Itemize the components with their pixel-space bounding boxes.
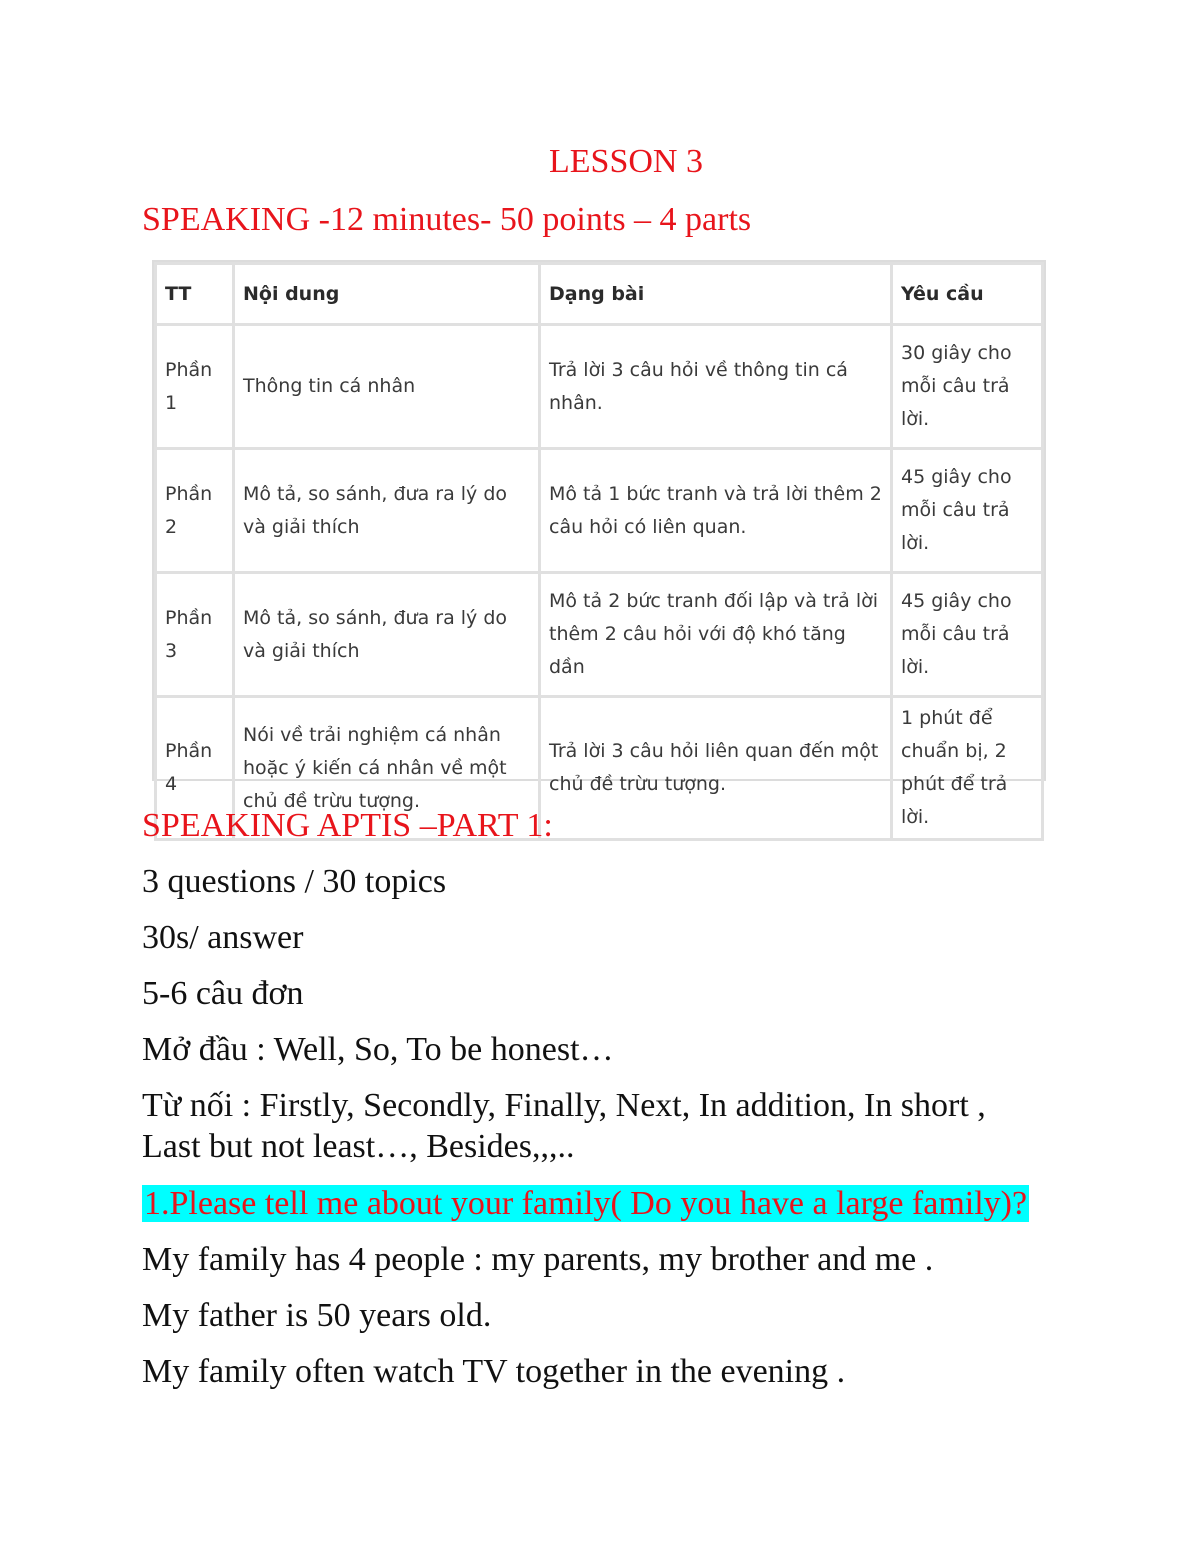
table-cell-part: Phần 1	[156, 325, 234, 449]
speaking-heading: SPEAKING -12 minutes- 50 points – 4 parts	[142, 201, 752, 238]
table-header-row	[156, 264, 1043, 325]
table-cell-part: Phần 3	[156, 573, 234, 697]
table-cell-content: Nói về trải nghiệm cá nhân hoặc ý kiến cá nhân về một chủ đề trừu tượng.	[234, 697, 540, 840]
answer-line: My father is 50 years old.	[142, 1297, 492, 1334]
question-1	[142, 1184, 1029, 1224]
table-cell-content: Mô tả, so sánh, đưa ra lý do và giải thích	[234, 573, 540, 697]
table-cell-requirement: 45 giây cho mỗi câu trả lời.	[892, 573, 1043, 697]
table-cell-task-type: Mô tả 2 bức tranh đối lập và trả lời thêm 2 câu hỏi với độ khó tăng dần	[540, 573, 892, 697]
table-row	[156, 449, 1043, 573]
table-cell-part: Phần 2	[156, 449, 234, 573]
table-cell-requirement: 1 phút để chuẩn bị, 2 phút để trả lời.	[892, 697, 1043, 840]
part1-line: Last but not least…, Besides,,,..	[142, 1128, 575, 1165]
question-highlight: 1.Please tell me about your family( Do you have a large family)?	[144, 1185, 1028, 1222]
part1-line: 30s/ answer	[142, 919, 304, 956]
table-cell-content: Mô tả, so sánh, đưa ra lý do và giải thích	[234, 449, 540, 573]
table-cell-content: Thông tin cá nhân	[234, 325, 540, 449]
table-row	[156, 573, 1043, 697]
table-header-yeu-cau: Yêu cầu	[892, 264, 1043, 325]
table-row	[156, 325, 1043, 449]
table-cell-requirement: 45 giây cho mỗi câu trả lời.	[892, 449, 1043, 573]
table-cell-task-type: Trả lời 3 câu hỏi về thông tin cá nhân.	[540, 325, 892, 449]
table-header-tt: TT	[156, 264, 234, 325]
part1-line: 3 questions / 30 topics	[142, 863, 447, 900]
table-cell-task-type: Trả lời 3 câu hỏi liên quan đến một chủ đề trừu tượng.	[540, 697, 892, 840]
part1-heading: SPEAKING APTIS –PART 1:	[142, 807, 553, 844]
lesson-title: LESSON 3	[549, 143, 703, 180]
answer-line: My family has 4 people : my parents, my brother and me .	[142, 1241, 934, 1278]
part1-line: Mở đầu : Well, So, To be honest…	[142, 1031, 614, 1068]
table-header-noi-dung: Nội dung	[234, 264, 540, 325]
part1-line: 5-6 câu đơn	[142, 975, 304, 1012]
table-cell-task-type: Mô tả 1 bức tranh và trả lời thêm 2 câu hỏi có liên quan.	[540, 449, 892, 573]
answer-line: My family often watch TV together in the evening .	[142, 1353, 846, 1390]
table-cell-requirement: 30 giây cho mỗi câu trả lời.	[892, 325, 1043, 449]
part1-line: Từ nối : Firstly, Secondly, Finally, Next, In addition, In short ,	[142, 1087, 986, 1124]
table-header-dang-bai: Dạng bài	[540, 264, 892, 325]
table-cell-part: Phần 4	[156, 697, 234, 840]
